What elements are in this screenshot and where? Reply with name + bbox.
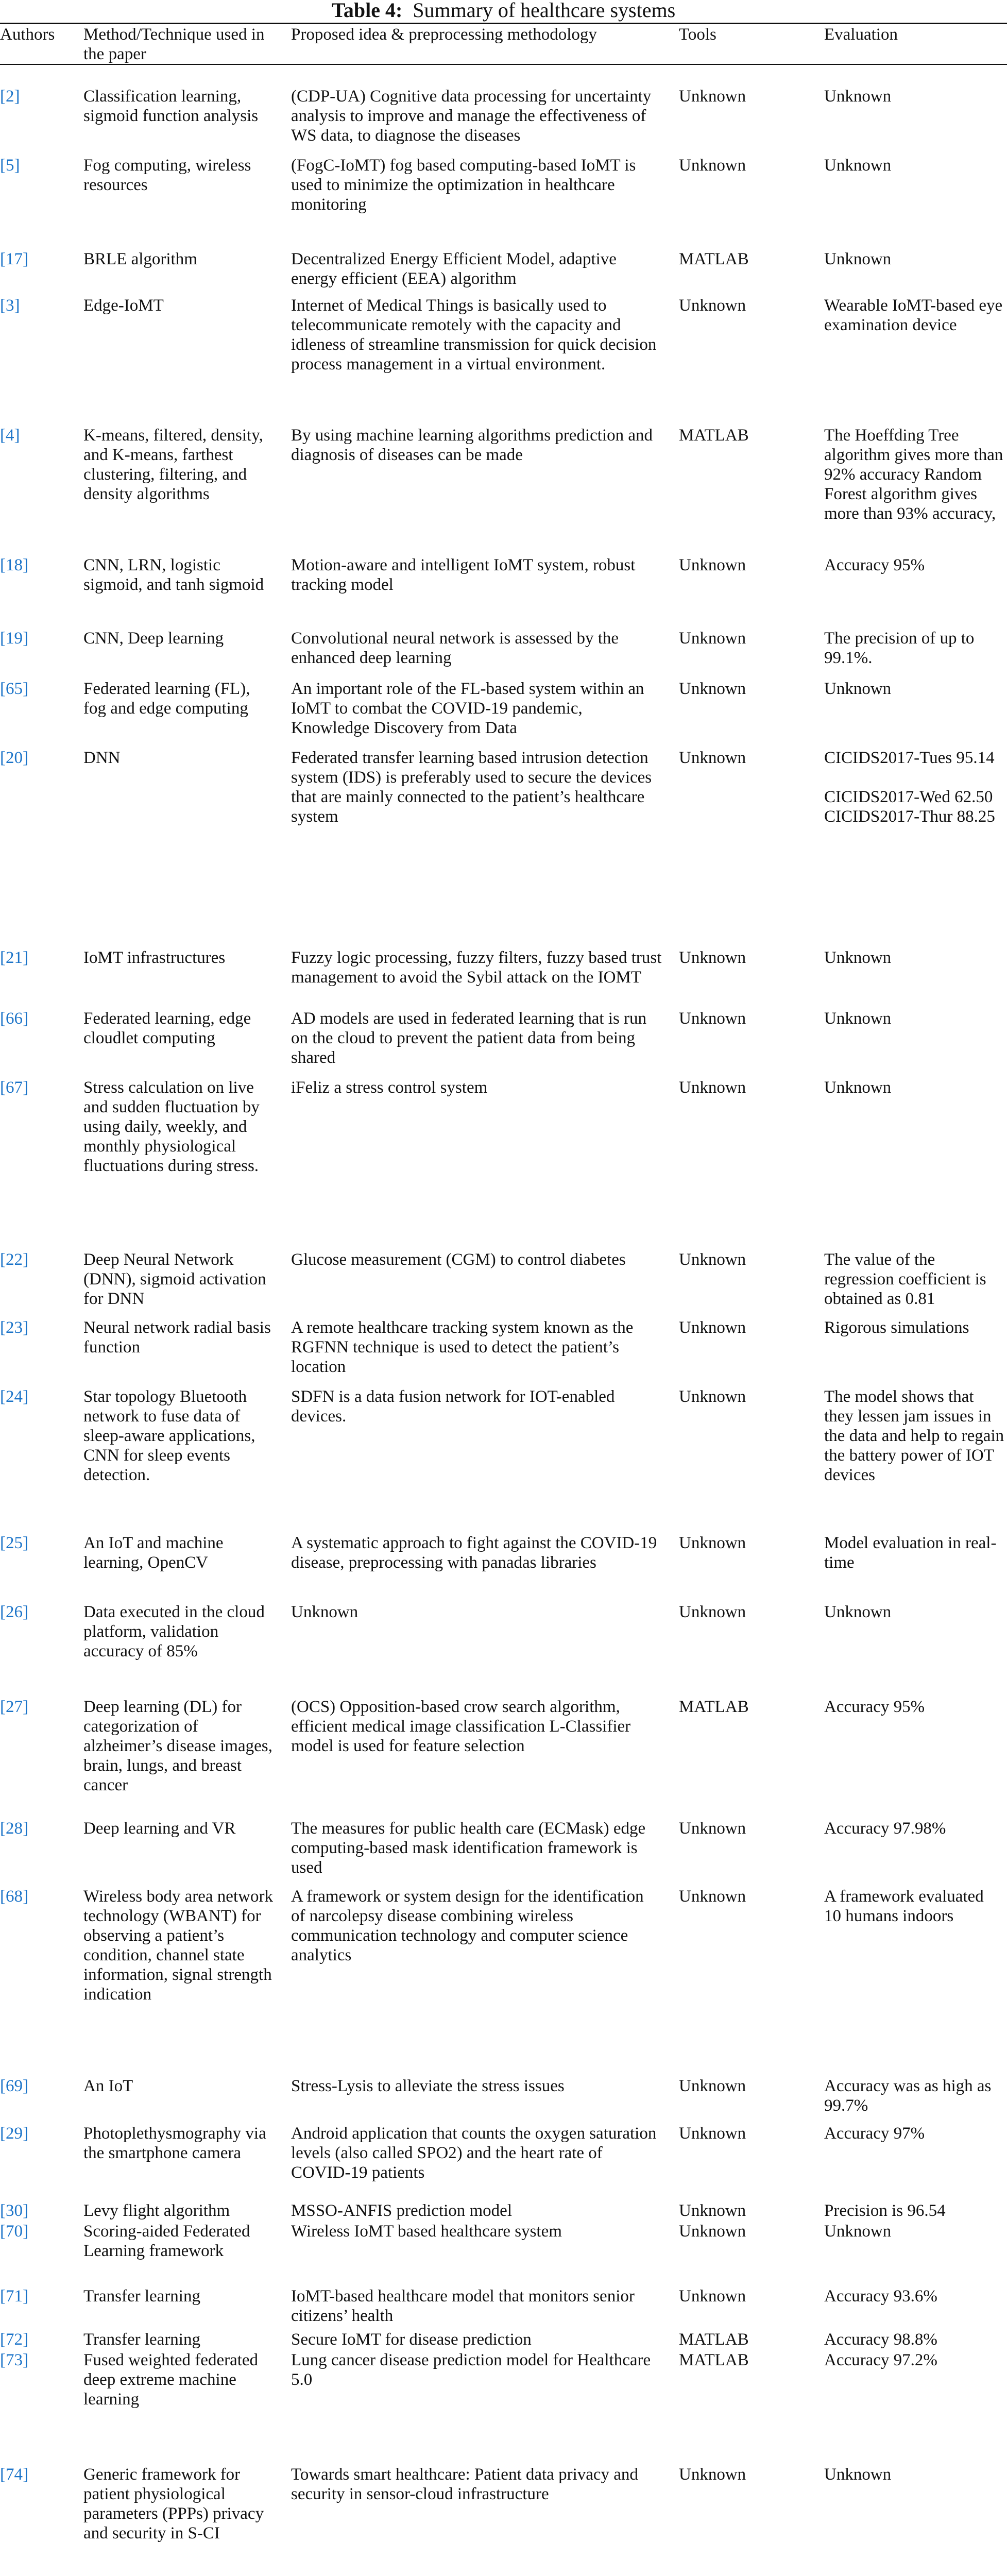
tools-cell: MATLAB <box>679 1698 749 1716</box>
tools-cell: Unknown <box>679 1078 746 1097</box>
idea-cell: (OCS) Opposition-based crow search algorithm, efficient medical image classification L-Classifier model is used for feature selection <box>291 1698 631 1755</box>
evaluation-text: Unknown <box>824 680 892 698</box>
citation-link[interactable]: [67] <box>0 1078 28 1097</box>
evaluation-cell <box>824 679 1004 699</box>
evaluation-cell <box>824 748 1004 826</box>
evaluation-text: Unknown <box>824 87 892 106</box>
method-cell: CNN, LRN, logistic sigmoid, and tanh sigmoid <box>83 556 264 594</box>
evaluation-text: Unknown <box>824 1078 892 1097</box>
citation-link[interactable]: [66] <box>0 1009 28 1028</box>
idea-cell: Convolutional neural network is assessed by the enhanced deep learning <box>291 629 619 667</box>
idea-cell: IoMT-based healthcare model that monitors senior citizens’ health <box>291 2287 635 2325</box>
tools-cell: Unknown <box>679 1318 746 1337</box>
citation-link[interactable]: [25] <box>0 1534 28 1552</box>
method-cell: Fog computing, wireless resources <box>83 156 251 194</box>
tools-cell: Unknown <box>679 87 746 106</box>
tools-cell: Unknown <box>679 1250 746 1269</box>
idea-cell: (CDP-UA) Cognitive data processing for uncertainty analysis to improve and manage the effectiveness of WS data, to diagnose the diseases <box>291 87 652 145</box>
tools-cell: MATLAB <box>679 2351 749 2369</box>
tools-cell: Unknown <box>679 296 746 315</box>
evaluation-cell <box>824 2124 1004 2143</box>
method-cell: Transfer learning <box>83 2287 200 2306</box>
evaluation-cell <box>824 948 1004 968</box>
idea-cell: Glucose measurement (CGM) to control diabetes <box>291 1250 626 1269</box>
evaluation-cell <box>824 1318 1004 1337</box>
citation-link[interactable]: [2] <box>0 87 20 106</box>
idea-cell: Internet of Medical Things is basically used to telecommunicate remotely with the capacity and idleness of streamline transmission for quick decision process management in a virtual environment. <box>291 296 657 374</box>
header-authors: Authors <box>0 25 55 44</box>
method-cell: Scoring-aided Federated Learning framework <box>83 2222 250 2260</box>
idea-cell: Federated transfer learning based intrusion detection system (IDS) is preferably used to secure the devices that are mainly connected to the patient’s healthcare system <box>291 749 652 826</box>
citation-link[interactable]: [26] <box>0 1603 28 1621</box>
method-cell: Deep learning and VR <box>83 1819 236 1838</box>
idea-cell: An important role of the FL-based system within an IoMT to combat the COVID-19 pandemic, Knowledge Discovery from Data <box>291 680 644 737</box>
tools-cell: Unknown <box>679 1387 746 1406</box>
tools-cell: Unknown <box>679 629 746 648</box>
idea-cell: MSSO-ANFIS prediction model <box>291 2201 512 2220</box>
evaluation-text: Accuracy 98.8% <box>824 2330 937 2349</box>
tools-cell: Unknown <box>679 1819 746 1838</box>
idea-cell: iFeliz a stress control system <box>291 1078 488 1097</box>
method-cell: Stress calculation on live and sudden fluctuation by using daily, weekly, and monthly physiological fluctuations during stress. <box>83 1078 260 1175</box>
evaluation-cell <box>824 1387 1004 1485</box>
idea-cell: By using machine learning algorithms prediction and diagnosis of diseases can be made <box>291 426 653 464</box>
evaluation-cell <box>824 1602 1004 1622</box>
method-cell: IoMT infrastructures <box>83 948 226 967</box>
header-rule <box>0 64 1007 65</box>
table-caption <box>0 0 1007 23</box>
evaluation-cell <box>824 1009 1004 1028</box>
evaluation-cell <box>824 629 1004 668</box>
evaluation-text: The precision of up to 99.1%. <box>824 629 975 667</box>
idea-cell: Fuzzy logic processing, fuzzy filters, fuzzy based trust management to avoid the Sybil attack on the IOMT <box>291 948 662 987</box>
citation-link[interactable]: [70] <box>0 2222 28 2241</box>
citation-link[interactable]: [21] <box>0 948 28 967</box>
tools-cell: MATLAB <box>679 250 749 268</box>
citation-link[interactable]: [28] <box>0 1819 28 1838</box>
tools-cell: Unknown <box>679 749 746 767</box>
header-method: Method/Technique used in the paper <box>83 25 265 63</box>
tools-cell: Unknown <box>679 2077 746 2095</box>
idea-cell: A systematic approach to fight against the COVID-19 disease, preprocessing with panadas libraries <box>291 1534 657 1572</box>
method-cell: Federated learning, edge cloudlet computing <box>83 1009 251 1047</box>
method-cell: Levy flight algorithm <box>83 2201 230 2220</box>
citation-link[interactable]: [68] <box>0 1887 28 1906</box>
tools-cell: Unknown <box>679 680 746 698</box>
idea-cell: Decentralized Energy Efficient Model, adaptive energy efficient (EEA) algorithm <box>291 250 617 288</box>
citation-link[interactable]: [4] <box>0 426 20 445</box>
evaluation-cell <box>824 296 1004 335</box>
evaluation-text: CICIDS2017-Wed 62.50 <box>824 788 993 806</box>
evaluation-cell <box>824 2201 1004 2221</box>
evaluation-text: Unknown <box>824 1009 892 1028</box>
evaluation-cell <box>824 87 1004 106</box>
method-cell: K-means, filtered, density, and K-means, farthest clustering, filtering, and density algorithms <box>83 426 263 503</box>
evaluation-cell <box>824 1533 1004 1572</box>
evaluation-text: Accuracy 95% <box>824 556 925 574</box>
method-cell: CNN, Deep learning <box>83 629 224 648</box>
citation-link[interactable]: [24] <box>0 1387 28 1406</box>
tools-cell: MATLAB <box>679 2330 749 2349</box>
idea-cell: (FogC-IoMT) fog based computing-based IoMT is used to minimize the optimization in healthcare monitoring <box>291 156 636 214</box>
citation-link[interactable]: [23] <box>0 1318 28 1337</box>
citation-link[interactable]: [30] <box>0 2201 28 2220</box>
evaluation-cell <box>824 2465 1004 2484</box>
evaluation-text: Rigorous simulations <box>824 1318 969 1337</box>
evaluation-text: A framework evaluated 10 humans indoors <box>824 1887 984 1925</box>
evaluation-cell <box>824 555 1004 575</box>
tools-cell: Unknown <box>679 2465 746 2484</box>
citation-link[interactable]: [74] <box>0 2465 28 2484</box>
method-cell: DNN <box>83 749 121 767</box>
tools-cell: Unknown <box>679 156 746 175</box>
evaluation-text: The model shows that they lessen jam issues in the data and help to regain the battery power of IOT devices <box>824 1387 1004 1484</box>
evaluation-text: CICIDS2017-Tues 95.14 <box>824 749 995 767</box>
idea-cell: The measures for public health care (ECMask) edge computing-based mask identification framework is used <box>291 1819 646 1877</box>
method-cell: An IoT and machine learning, OpenCV <box>83 1534 224 1572</box>
tools-cell: Unknown <box>679 1603 746 1621</box>
tools-cell: Unknown <box>679 1009 746 1028</box>
citation-link[interactable]: [5] <box>0 156 20 175</box>
citation-link[interactable]: [69] <box>0 2077 28 2095</box>
evaluation-text: The value of the regression coefficient is obtained as 0.81 <box>824 1250 986 1308</box>
citation-link[interactable]: [29] <box>0 2124 28 2143</box>
tools-cell: Unknown <box>679 2124 746 2143</box>
evaluation-text: Accuracy was as high as 99.7% <box>824 2077 992 2115</box>
citation-link[interactable]: [22] <box>0 1250 28 1269</box>
tools-cell: Unknown <box>679 1534 746 1552</box>
tools-cell: MATLAB <box>679 426 749 445</box>
evaluation-cell <box>824 1697 1004 1717</box>
citation-link[interactable]: [27] <box>0 1698 28 1716</box>
method-cell: Transfer learning <box>83 2330 200 2349</box>
citation-link[interactable]: [20] <box>0 749 28 767</box>
evaluation-cell <box>824 249 1004 269</box>
method-cell: Federated learning (FL), fog and edge computing <box>83 680 250 718</box>
method-cell: Edge-IoMT <box>83 296 164 315</box>
method-cell: Wireless body area network technology (WBANT) for observing a patient’s condition, channel state information, signal strength indication <box>83 1887 273 2004</box>
idea-cell: Secure IoMT for disease prediction <box>291 2330 532 2349</box>
method-cell: Star topology Bluetooth network to fuse data of sleep-aware applications, CNN for sleep events detection. <box>83 1387 255 1484</box>
idea-cell: Unknown <box>291 1603 359 1621</box>
idea-cell: Motion-aware and intelligent IoMT system, robust tracking model <box>291 556 636 594</box>
evaluation-cell <box>824 2350 1004 2370</box>
idea-cell: Lung cancer disease prediction model for Healthcare 5.0 <box>291 2351 651 2389</box>
evaluation-text: Accuracy 97.2% <box>824 2351 937 2369</box>
evaluation-cell <box>824 426 1004 523</box>
header-idea: Proposed idea & preprocessing methodology <box>291 25 597 44</box>
tools-cell: Unknown <box>679 2222 746 2241</box>
evaluation-text: Wearable IoMT-based eye examination device <box>824 296 1003 334</box>
method-cell: Classification learning, sigmoid function analysis <box>83 87 259 125</box>
evaluation-text: Unknown <box>824 948 892 967</box>
evaluation-cell <box>824 2330 1004 2349</box>
idea-cell: Android application that counts the oxygen saturation levels (also called SPO2) and the heart rate of COVID-19 patients <box>291 2124 657 2182</box>
evaluation-text: Accuracy 93.6% <box>824 2287 937 2306</box>
tools-cell: Unknown <box>679 2201 746 2220</box>
tools-cell: Unknown <box>679 948 746 967</box>
header-tools: Tools <box>679 25 716 44</box>
evaluation-text: Model evaluation in real-time <box>824 1534 997 1572</box>
citation-link[interactable]: [18] <box>0 556 28 574</box>
evaluation-cell <box>824 1078 1004 1097</box>
citation-link[interactable]: [17] <box>0 250 28 268</box>
evaluation-cell <box>824 2222 1004 2241</box>
method-cell: Deep learning (DL) for categorization of alzheimer’s disease images, brain, lungs, and breast cancer <box>83 1698 272 1794</box>
header-evaluation: Evaluation <box>824 25 898 44</box>
method-cell: BRLE algorithm <box>83 250 197 268</box>
evaluation-cell <box>824 2286 1004 2306</box>
method-cell: Fused weighted federated deep extreme machine learning <box>83 2351 259 2409</box>
evaluation-cell <box>824 2076 1004 2115</box>
method-cell: Deep Neural Network (DNN), sigmoid activation for DNN <box>83 1250 266 1308</box>
evaluation-cell <box>824 1250 1004 1309</box>
idea-cell: AD models are used in federated learning that is run on the cloud to prevent the patient data from being shared <box>291 1009 647 1067</box>
method-cell: Data executed in the cloud platform, validation accuracy of 85% <box>83 1603 265 1660</box>
evaluation-text: Precision is 96.54 <box>824 2201 946 2220</box>
evaluation-text: Unknown <box>824 2465 892 2484</box>
evaluation-cell <box>824 1819 1004 1838</box>
citation-link[interactable]: [73] <box>0 2351 28 2369</box>
evaluation-text: CICIDS2017-Thur 88.25 <box>824 807 995 826</box>
tools-cell: Unknown <box>679 1887 746 1906</box>
idea-cell: Stress-Lysis to alleviate the stress issues <box>291 2077 565 2095</box>
evaluation-text: Accuracy 97% <box>824 2124 925 2143</box>
method-cell: Neural network radial basis function <box>83 1318 271 1357</box>
evaluation-text: Unknown <box>824 2222 892 2241</box>
table-label: Table 4: <box>331 0 403 22</box>
citation-link[interactable]: [71] <box>0 2287 28 2306</box>
idea-cell: Towards smart healthcare: Patient data privacy and security in sensor-cloud infrastructure <box>291 2465 638 2503</box>
evaluation-text: Accuracy 97.98% <box>824 1819 946 1838</box>
table-title: Summary of healthcare systems <box>413 0 676 22</box>
evaluation-text: The Hoeffding Tree algorithm gives more than 92% accuracy Random Forest algorithm gives more than 93% accuracy, <box>824 426 1003 523</box>
tools-cell: Unknown <box>679 556 746 574</box>
tools-cell: Unknown <box>679 2287 746 2306</box>
evaluation-text: Accuracy 95% <box>824 1698 925 1716</box>
top-rule <box>0 23 1007 24</box>
evaluation-text: Unknown <box>824 156 892 175</box>
citation-link[interactable]: [3] <box>0 296 20 315</box>
idea-cell: A remote healthcare tracking system known as the RGFNN technique is used to detect the patient’s location <box>291 1318 634 1376</box>
evaluation-text: Unknown <box>824 1603 892 1621</box>
evaluation-cell <box>824 1887 1004 1926</box>
idea-cell: Wireless IoMT based healthcare system <box>291 2222 562 2241</box>
citation-link[interactable]: [65] <box>0 680 28 698</box>
idea-cell: A framework or system design for the identification of narcolepsy disease combining wireless communication technology and computer science analytics <box>291 1887 644 1964</box>
citation-link[interactable]: [19] <box>0 629 28 648</box>
method-cell: Photoplethysmography via the smartphone camera <box>83 2124 266 2162</box>
evaluation-text: Unknown <box>824 250 892 268</box>
method-cell: An IoT <box>83 2077 133 2095</box>
idea-cell: SDFN is a data fusion network for IOT-enabled devices. <box>291 1387 615 1426</box>
method-cell: Generic framework for patient physiological parameters (PPPs) privacy and security in S-CI <box>83 2465 264 2543</box>
citation-link[interactable]: [72] <box>0 2330 28 2349</box>
evaluation-cell <box>824 156 1004 175</box>
